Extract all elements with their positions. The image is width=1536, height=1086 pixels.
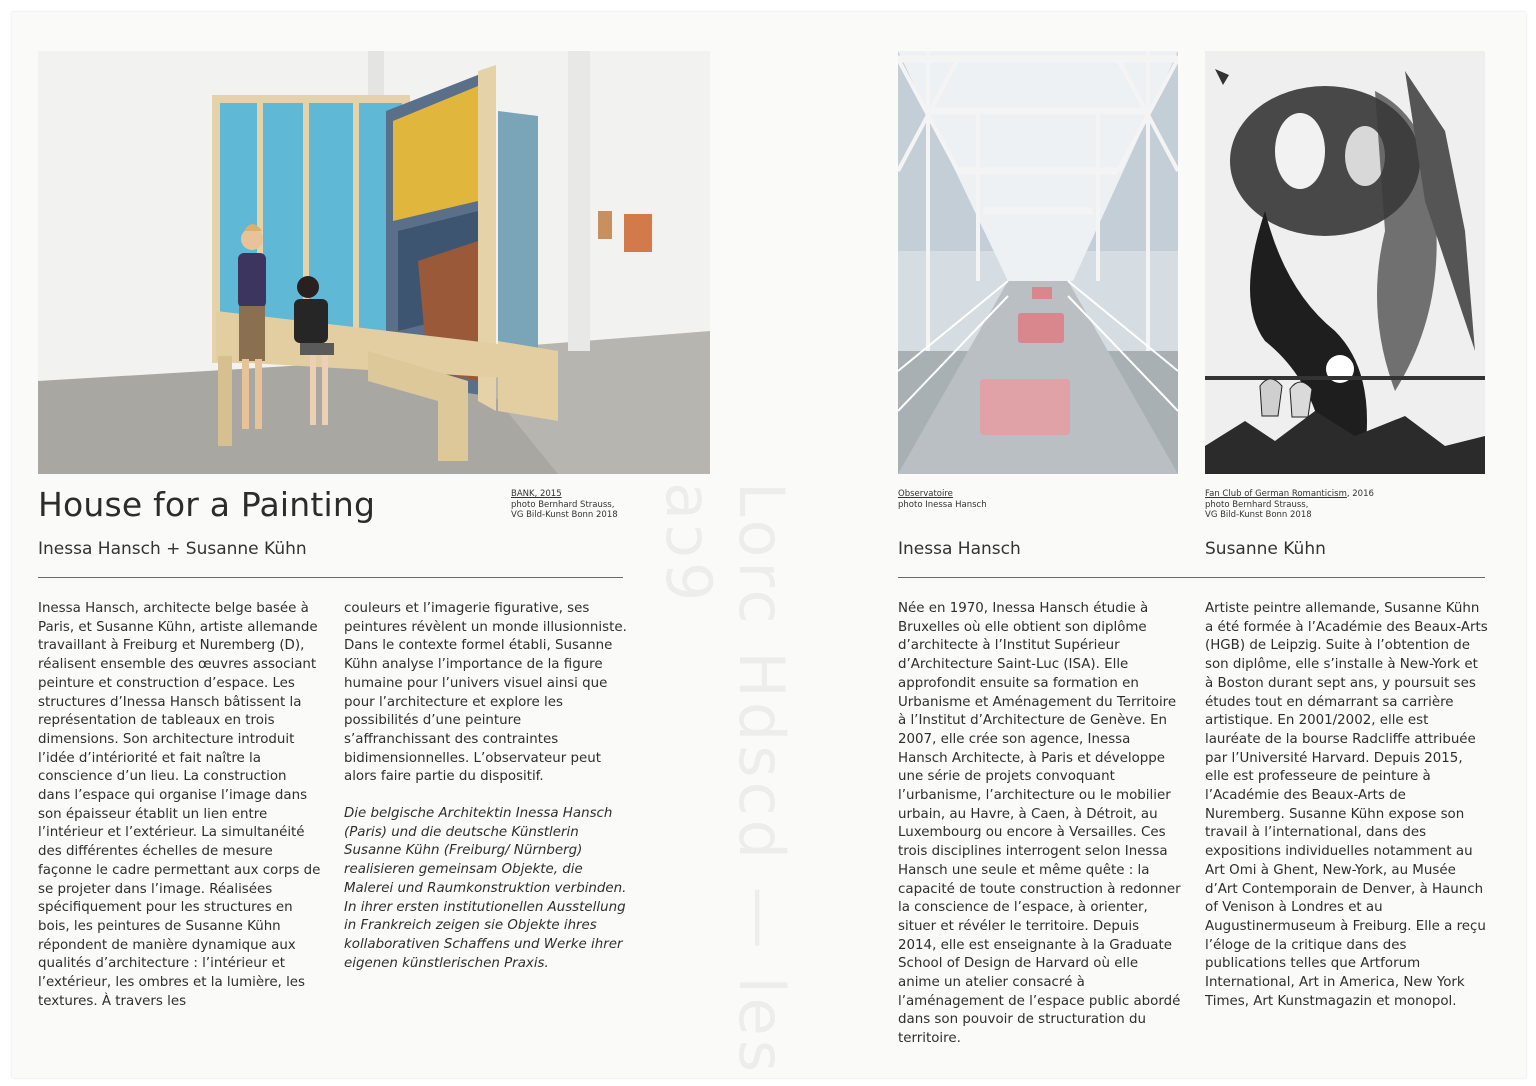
exhibition-photo — [38, 51, 710, 474]
photo-caption-fanclub — [1205, 489, 1445, 521]
caption-credit: VG Bild-Kunst Bonn 2018 — [1205, 510, 1312, 520]
caption-credit: VG Bild-Kunst Bonn 2018 — [511, 510, 618, 520]
caption-credit: photo Inessa Hansch — [898, 499, 987, 510]
intro-column-2 — [344, 600, 628, 973]
intro-paragraph-continued: couleurs et l’imagerie figurative, ses peintures révèlent un monde illusionniste. Dans le contexte formel établi, Susanne Kühn analyse l’importance de la figure humaine pour l’univers visuel ainsi que pour l’architecture et explore les possibilités d’une peinture s’affranchissant des contraintes bidimensionnelles. L’observateur peut alors faire partie du dispositif. — [344, 601, 627, 785]
show-through-text: Lorc Hdscd — les aɔ9 — [652, 482, 798, 1077]
caption-credit: photo Bernhard Strauss, — [1205, 499, 1309, 510]
observatoire-photo — [898, 51, 1178, 474]
caption-work: BANK, 2015 — [511, 489, 562, 499]
photo-caption-observatoire — [898, 489, 1098, 510]
intro-paragraph: Inessa Hansch, architecte belge basée à Paris, et Susanne Kühn, artiste allemande travaillant à Freiburg et Nuremberg (D), réalisent ensemble des œuvres associant peinture et construction d’espace. Les structures d’Inessa Hansch bâtissent la représentation de tableaux en trois dimensions. Son architecture introduit l’idée d’intériorité et fait naître la conscience d’un lieu. La construction dans l’espace qui organise l’image dans son épaisseur établit un lien entre l’intérieur et l’extérieur. La simultanéité des différentes échelles de mesure façonne le cadre permettant aux corps de se projeter dans l’image. Réalisées spécifiquement pour les structures en bois, les peintures de Susanne Kühn répondent de manière dynamique aux qualités d’architecture : l’intérieur et l’extérieur, les ombres et la lumière, les textures. À travers les — [38, 601, 321, 1009]
divider — [38, 577, 623, 578]
page-title: House for a Painting — [38, 485, 376, 524]
caption-work: Observatoire — [898, 489, 953, 499]
brochure-spread — [12, 12, 1526, 1078]
caption-year: , 2016 — [1346, 489, 1374, 499]
fan-club-artwork — [1205, 51, 1485, 474]
divider — [898, 577, 1485, 578]
kuhn-bio: Artiste peintre allemande, Susanne Kühn a été formée à l’Académie des Beaux-Arts (HGB) de Leipzig. Suite à l’obtention de son diplôme, elle s’installe à New-York et à Boston durant sept ans, y poursuit ses études tout en démarrant sa carrière artistique. En 2001/2002, elle est lauréate de la bourse Radcliffe attribuée par l’Université Harvard. Depuis 2015, elle est professeure de peinture à l’Académie des Beaux-Arts de Nuremberg. Susanne Kühn expose son travail à l’international, dans des expositions individuelles notamment au Art Omi à Ghent, New-York, au Musée d’Art Contemporain de Denver, à Haunch of Venison à Londres et au Augustinermuseum à Freiburg. Elle a reçu l’éloge de la critique dans des publications telles que Artforum International, Art in America, New York Times, Art Kunstmagazin et monopol. — [1205, 601, 1488, 1009]
hansch-bio: Née en 1970, Inessa Hansch étudie à Bruxelles où elle obtient son diplôme d’architecte à l’Institut Supérieur d’Architecture Saint-Luc (ISA). Elle approfondit ensuite sa formation en Urbanisme et Aménagement du Territoire à l’Institut d’Architecture de Genève. En 2007, elle crée son agence, Inessa Hansch Architecte, à Paris et développe une série de projets convoquant l’urbanisme, l’architecture ou le mobilier urbain, au Havre, à Caen, à Détroit, au Luxembourg ou encore à Versailles. Ces trois disciplines interrogent selon Inessa Hansch une seule et même quête : la capacité de toute construction à redonner la conscience de l’espace, à orienter, situer et révéler le territoire. Depuis 2014, elle est enseignante à la Graduate School of Design de Harvard où elle anime un atelier consacré à l’aménagement de l’espace public abordé dans son pouvoir de structuration du territoire. — [898, 601, 1181, 1047]
authors-line: Inessa Hansch + Susanne Kühn — [38, 539, 307, 559]
german-summary: Die belgische Architektin Inessa Hansch (Paris) und die deutsche Künstlerin Susanne Kühn (Freiburg/ Nürnberg) realisieren gemeinsam Objekte, die Malerei und Raumkonstruktion verbinden. In ihrer ersten institutionellen Ausstellung in Frankreich zeigen sie Objekte ihres kollaborativen Schaffens und Werke ihrer eigenen künstlerischen Praxis. — [344, 806, 627, 971]
kuhn-bio-column — [1205, 600, 1488, 1011]
caption-credit: photo Bernhard Strauss, — [511, 499, 615, 510]
intro-column-1 — [38, 600, 322, 1011]
caption-work: Fan Club of German Romanticism — [1205, 489, 1347, 499]
hansch-bio-column — [898, 600, 1181, 1049]
hansch-heading: Inessa Hansch — [898, 539, 1021, 559]
photo-caption-bank — [511, 489, 671, 521]
kuhn-heading: Susanne Kühn — [1205, 539, 1326, 559]
